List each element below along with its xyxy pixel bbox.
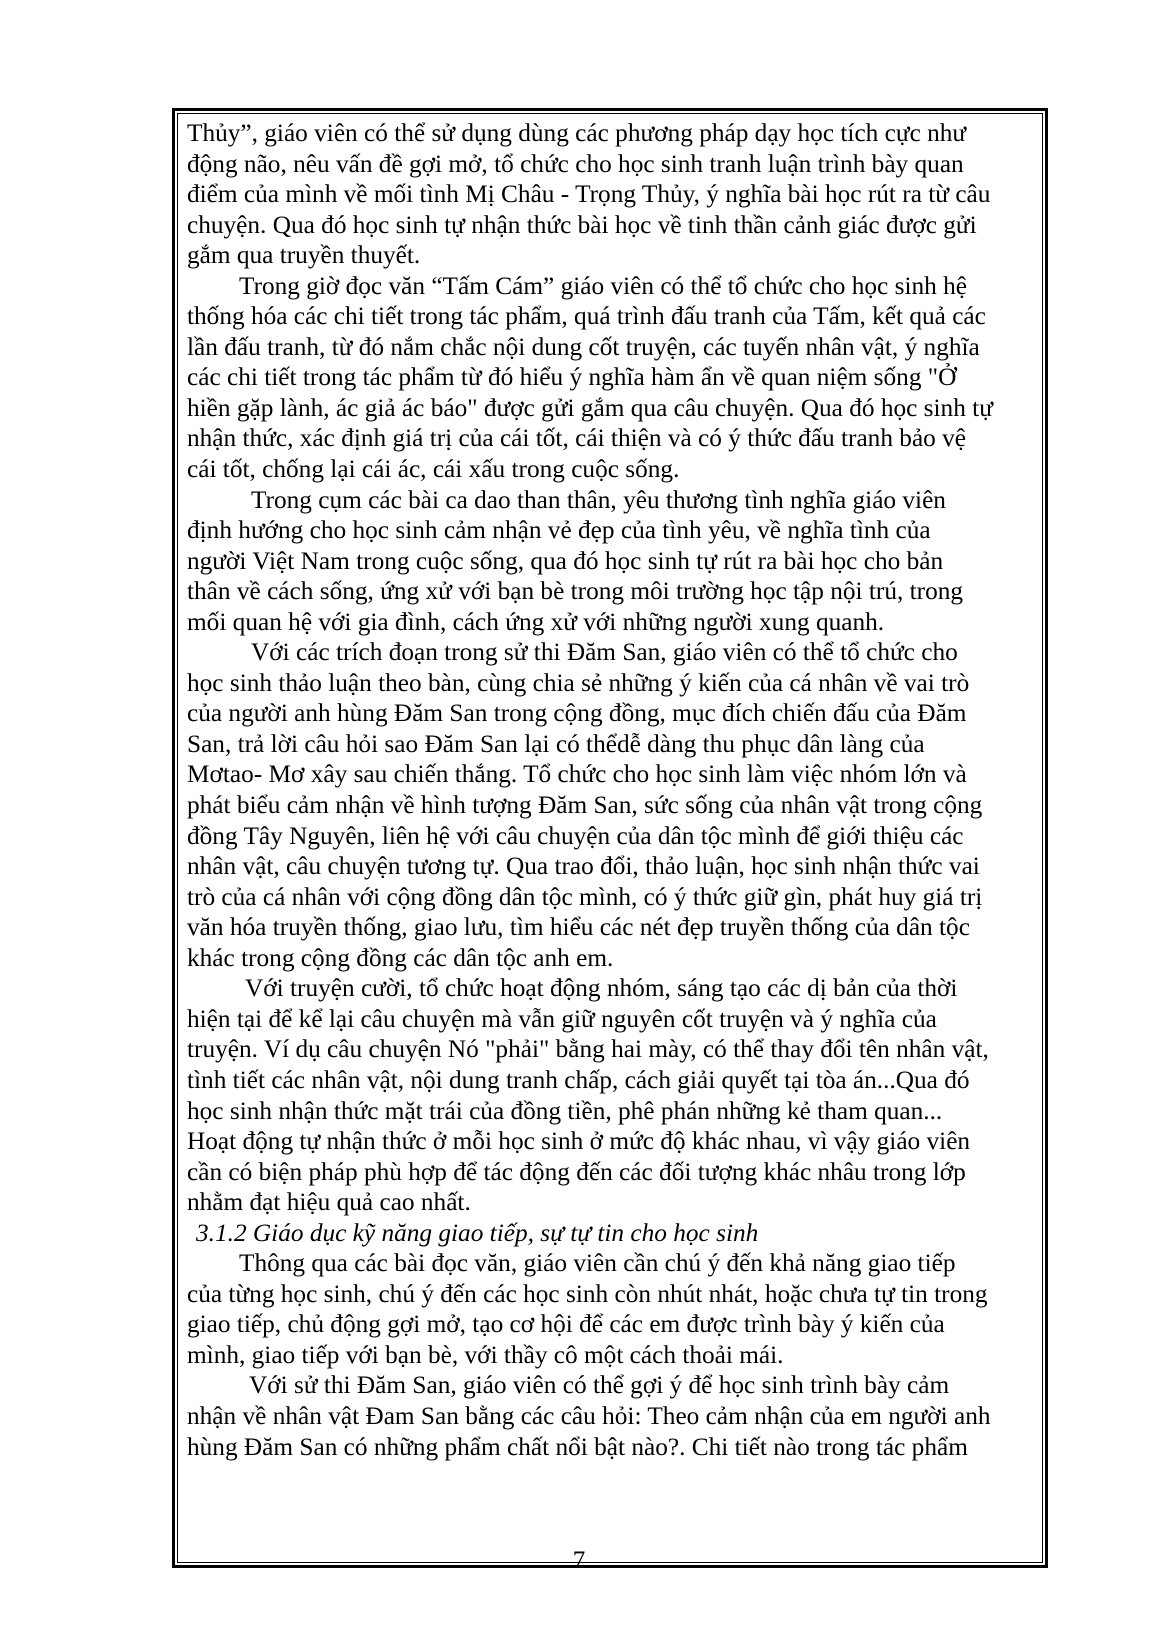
text-line: định hướng cho học sinh cảm nhận vẻ đẹp của tình yêu, về nghĩa tình của: [187, 516, 931, 545]
text-line: phát biểu cảm nhận về hình tượng Đăm San, sức sống của nhân vật trong cộng: [187, 791, 983, 820]
text-line: gắm qua truyền thuyết.: [187, 241, 421, 270]
text-line: chuyện. Qua đó học sinh tự nhận thức bài học về tinh thần cảnh giác được gửi: [187, 210, 977, 239]
text-line: thân về cách sống, ứng xử với bạn bè trong môi trường học tập nội trú, trong: [187, 577, 964, 606]
section-heading: 3.1.2 Giáo dục kỹ năng giao tiếp, sự tự tin cho học sinh: [196, 1218, 759, 1247]
text-line: Hoạt động tự nhận thức ở mỗi học sinh ở mức độ khác nhau, vì vậy giáo viên: [187, 1127, 971, 1156]
text-line: Thủy”, giáo viên có thể sử dụng dùng các phương pháp dạy học tích cực như: [187, 119, 967, 147]
text-line: hùng Đăm San có những phẩm chất nổi bật nào?. Chi tiết nào trong tác phẩm: [187, 1432, 968, 1461]
text-line: thống hóa các chi tiết trong tác phẩm, quá trình đấu tranh của Tấm, kết quả các: [187, 302, 986, 331]
text-line: nhằm đạt hiệu quả cao nhất.: [187, 1188, 471, 1217]
text-line: Thông qua các bài đọc văn, giáo viên cần chú ý đến khả năng giao tiếp: [239, 1249, 956, 1278]
page-text-frame: [177, 113, 1043, 1563]
text-line: lần đấu tranh, từ đó nắm chắc nội dung cốt truyện, các tuyến nhân vật, ý nghĩa: [187, 332, 980, 361]
text-line: của từng học sinh, chú ý đến các học sinh còn nhút nhát, hoặc chưa tự tin trong: [187, 1279, 988, 1308]
text-line: hiện tại để kể lại câu chuyện mà vẫn giữ nguyên cốt truyện và ý nghĩa của: [187, 1004, 937, 1033]
text-line: động não, nêu vấn đề gợi mở, tổ chức cho học sinh tranh luận trình bày quan: [187, 149, 964, 178]
text-line: hiền gặp lành, ác giả ác báo" được gửi gắm qua câu chuyện. Qua đó học sinh tự: [187, 393, 993, 422]
text-line: nhận về nhân vật Đam San bằng các câu hỏi: Theo cảm nhận của em người anh: [187, 1401, 991, 1430]
text-line: nhân vật, câu chuyện tương tự. Qua trao đổi, thảo luận, học sinh nhận thức vai: [187, 852, 980, 881]
text-line: người Việt Nam trong cuộc sống, qua đó học sinh tự rút ra bài học cho bản: [187, 546, 944, 575]
text-line: giao tiếp, chủ động gợi mở, tạo cơ hội để các em được trình bày ý kiến của: [187, 1310, 945, 1339]
page-number: 7: [572, 1547, 586, 1574]
text-line: mình, giao tiếp với bạn bè, với thầy cô một cách thoải mái.: [187, 1340, 784, 1369]
text-line: điểm của mình về mối tình Mị Châu - Trọng Thủy, ý nghĩa bài học rút ra từ câu: [187, 180, 991, 209]
text-line: Với truyện cười, tổ chức hoạt động nhóm, sáng tạo các dị bản của thời: [245, 974, 958, 1003]
text-line: học sinh thảo luận theo bàn, cùng chia sẻ những ý kiến của cá nhân về vai trò: [187, 668, 970, 697]
text-line: cái tốt, chống lại cái ác, cái xấu trong cuộc sống.: [187, 455, 680, 484]
text-line: mối quan hệ với gia đình, cách ứng xử với những người xung quanh.: [187, 607, 885, 636]
text-line: đồng Tây Nguyên, liên hệ với câu chuyện của dân tộc mình để giới thiệu các: [187, 821, 964, 850]
text-line: Với sử thi Đăm San, giáo viên có thể gợi ý để học sinh trình bày cảm: [249, 1371, 950, 1400]
body-text: [187, 118, 1034, 1462]
text-line: tình tiết các nhân vật, nội dung tranh chấp, cách giải quyết tại tòa án...Qua đó: [187, 1065, 970, 1094]
text-line: San, trả lời câu hỏi sao Đăm San lại có thểdễ dàng thu phục dân làng của: [187, 729, 925, 758]
text-line: trò của cá nhân với cộng đồng dân tộc mình, có ý thức giữ gìn, phát huy giá trị: [187, 882, 983, 911]
text-line: cần có biện pháp phù hợp để tác động đến các đối tượng khác nhâu trong lớp: [187, 1157, 966, 1186]
text-line: khác trong cộng đồng các dân tộc anh em.: [187, 943, 614, 972]
text-line: của người anh hùng Đăm San trong cộng đồng, mục đích chiến đấu của Đăm: [187, 699, 967, 728]
text-line: Mơtao- Mơ xây sau chiến thắng. Tổ chức cho học sinh làm việc nhóm lớn và: [187, 760, 967, 789]
text-line: Với các trích đoạn trong sử thi Đăm San, giáo viên có thể tổ chức cho: [251, 638, 958, 667]
text-line: văn hóa truyền thống, giao lưu, tìm hiểu các nét đẹp truyền thống của dân tộc: [187, 913, 970, 942]
text-line: Trong cụm các bài ca dao than thân, yêu thương tình nghĩa giáo viên: [251, 485, 946, 514]
text-line: Trong giờ đọc văn “Tấm Cám” giáo viên có thể tổ chức cho học sinh hệ: [239, 271, 967, 300]
text-line: các chi tiết trong tác phẩm từ đó hiểu ý nghĩa hàm ẩn về quan niệm sống "Ở: [187, 363, 957, 392]
text-line: truyện. Ví dụ câu chuyện Nó "phải" bằng hai mày, có thể thay đổi tên nhân vật,: [187, 1035, 989, 1064]
text-line: nhận thức, xác định giá trị của cái tốt, cái thiện và có ý thức đấu tranh bảo vệ: [187, 424, 967, 453]
text-line: học sinh nhận thức mặt trái của đồng tiền, phê phán những kẻ tham quan...: [187, 1096, 943, 1125]
